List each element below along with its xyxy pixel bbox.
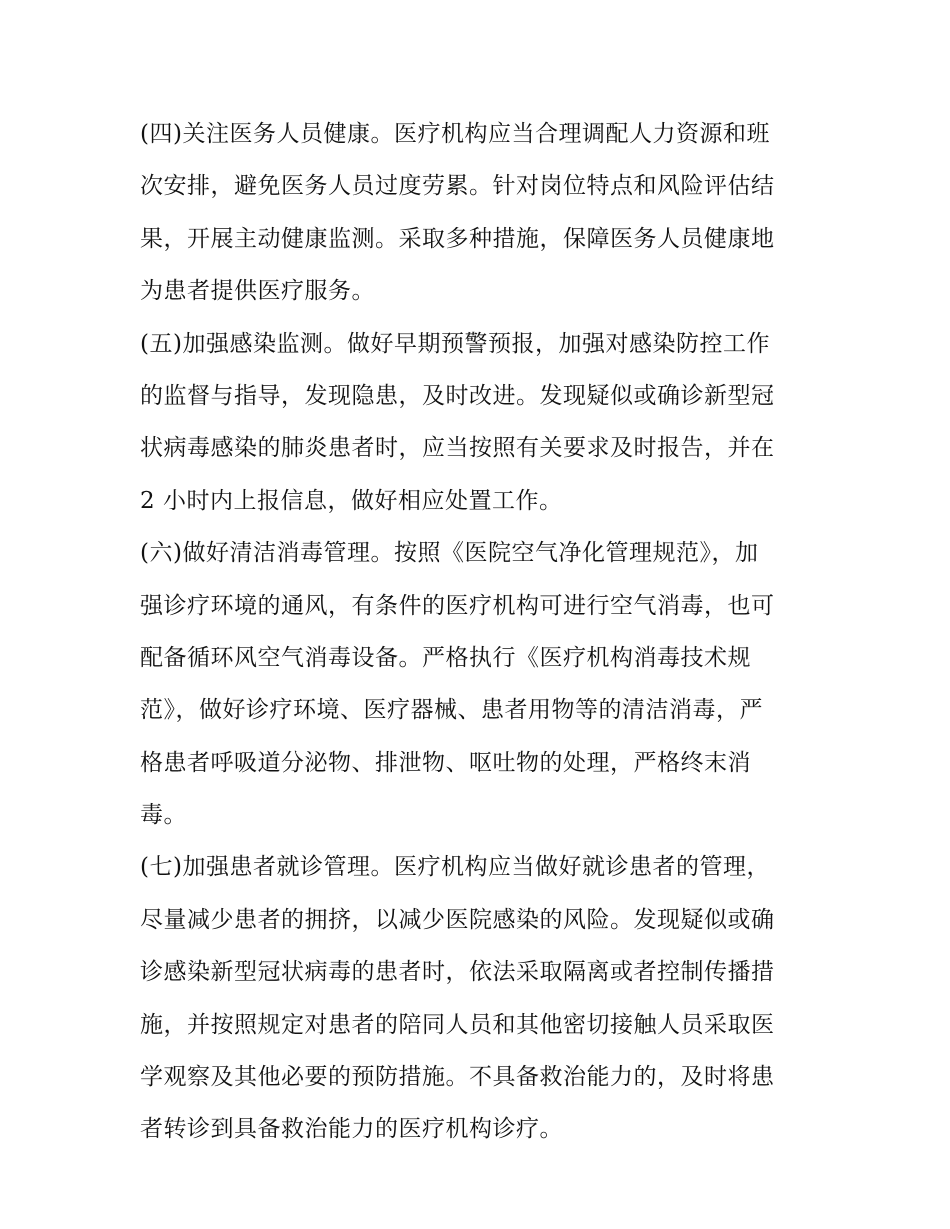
text-line: 的监督与指导，发现隐患，及时改进。发现疑似或确诊新型冠 bbox=[140, 382, 775, 409]
text-line: (四)关注医务人员健康。医疗机构应当合理调配人力资源和班 bbox=[140, 121, 770, 147]
text-line: 配备循环风空气消毒设备。严格执行《医疗机构消毒技术规 bbox=[140, 644, 751, 671]
text-line: (七)加强患者就诊管理。医疗机构应当做好就诊患者的管理， bbox=[140, 854, 770, 881]
document-body bbox=[140, 108, 820, 1156]
text-line: 次安排，避免医务人员过度劳累。针对岗位特点和风险评估结 bbox=[140, 173, 775, 200]
text-line: 状病毒感染的肺炎患者时，应当按照有关要求及时报告，并在 bbox=[140, 435, 775, 462]
text-line: 毒。 bbox=[140, 802, 187, 829]
paragraph-5 bbox=[140, 318, 820, 528]
text-line: 者转诊到具备救治能力的医疗机构诊疗。 bbox=[140, 1116, 563, 1143]
text-line: 尽量减少患者的拥挤，以减少医院感染的风险。发现疑似或确 bbox=[140, 906, 775, 933]
text-line: 2 小时内上报信息，做好相应处置工作。 bbox=[140, 487, 563, 514]
text-line: 施，并按照规定对患者的陪同人员和其他密切接触人员采取医 bbox=[140, 1011, 775, 1038]
text-line: 强诊疗环境的通风，有条件的医疗机构可进行空气消毒，也可 bbox=[140, 592, 775, 619]
paragraph-7 bbox=[140, 841, 820, 1155]
text-line: 学观察及其他必要的预防措施。不具备救治能力的，及时将患 bbox=[140, 1064, 775, 1091]
paragraph-6 bbox=[140, 527, 820, 841]
text-line: 果，开展主动健康监测。采取多种措施，保障医务人员健康地 bbox=[140, 225, 775, 252]
text-line: (六)做好清洁消毒管理。按照《医院空气净化管理规范》，加 bbox=[140, 540, 759, 567]
text-line: 为患者提供医疗服务。 bbox=[140, 278, 375, 305]
paragraph-4 bbox=[140, 108, 820, 318]
text-line: 范》，做好诊疗环境、医疗器械、患者用物等的清洁消毒，严 bbox=[140, 697, 763, 724]
text-line: 诊感染新型冠状病毒的患者时，依法采取隔离或者控制传播措 bbox=[140, 959, 775, 986]
text-line: (五)加强感染监测。做好早期预警预报，加强对感染防控工作 bbox=[140, 330, 770, 357]
text-line: 格患者呼吸道分泌物、排泄物、呕吐物的处理，严格终末消 bbox=[140, 749, 751, 776]
